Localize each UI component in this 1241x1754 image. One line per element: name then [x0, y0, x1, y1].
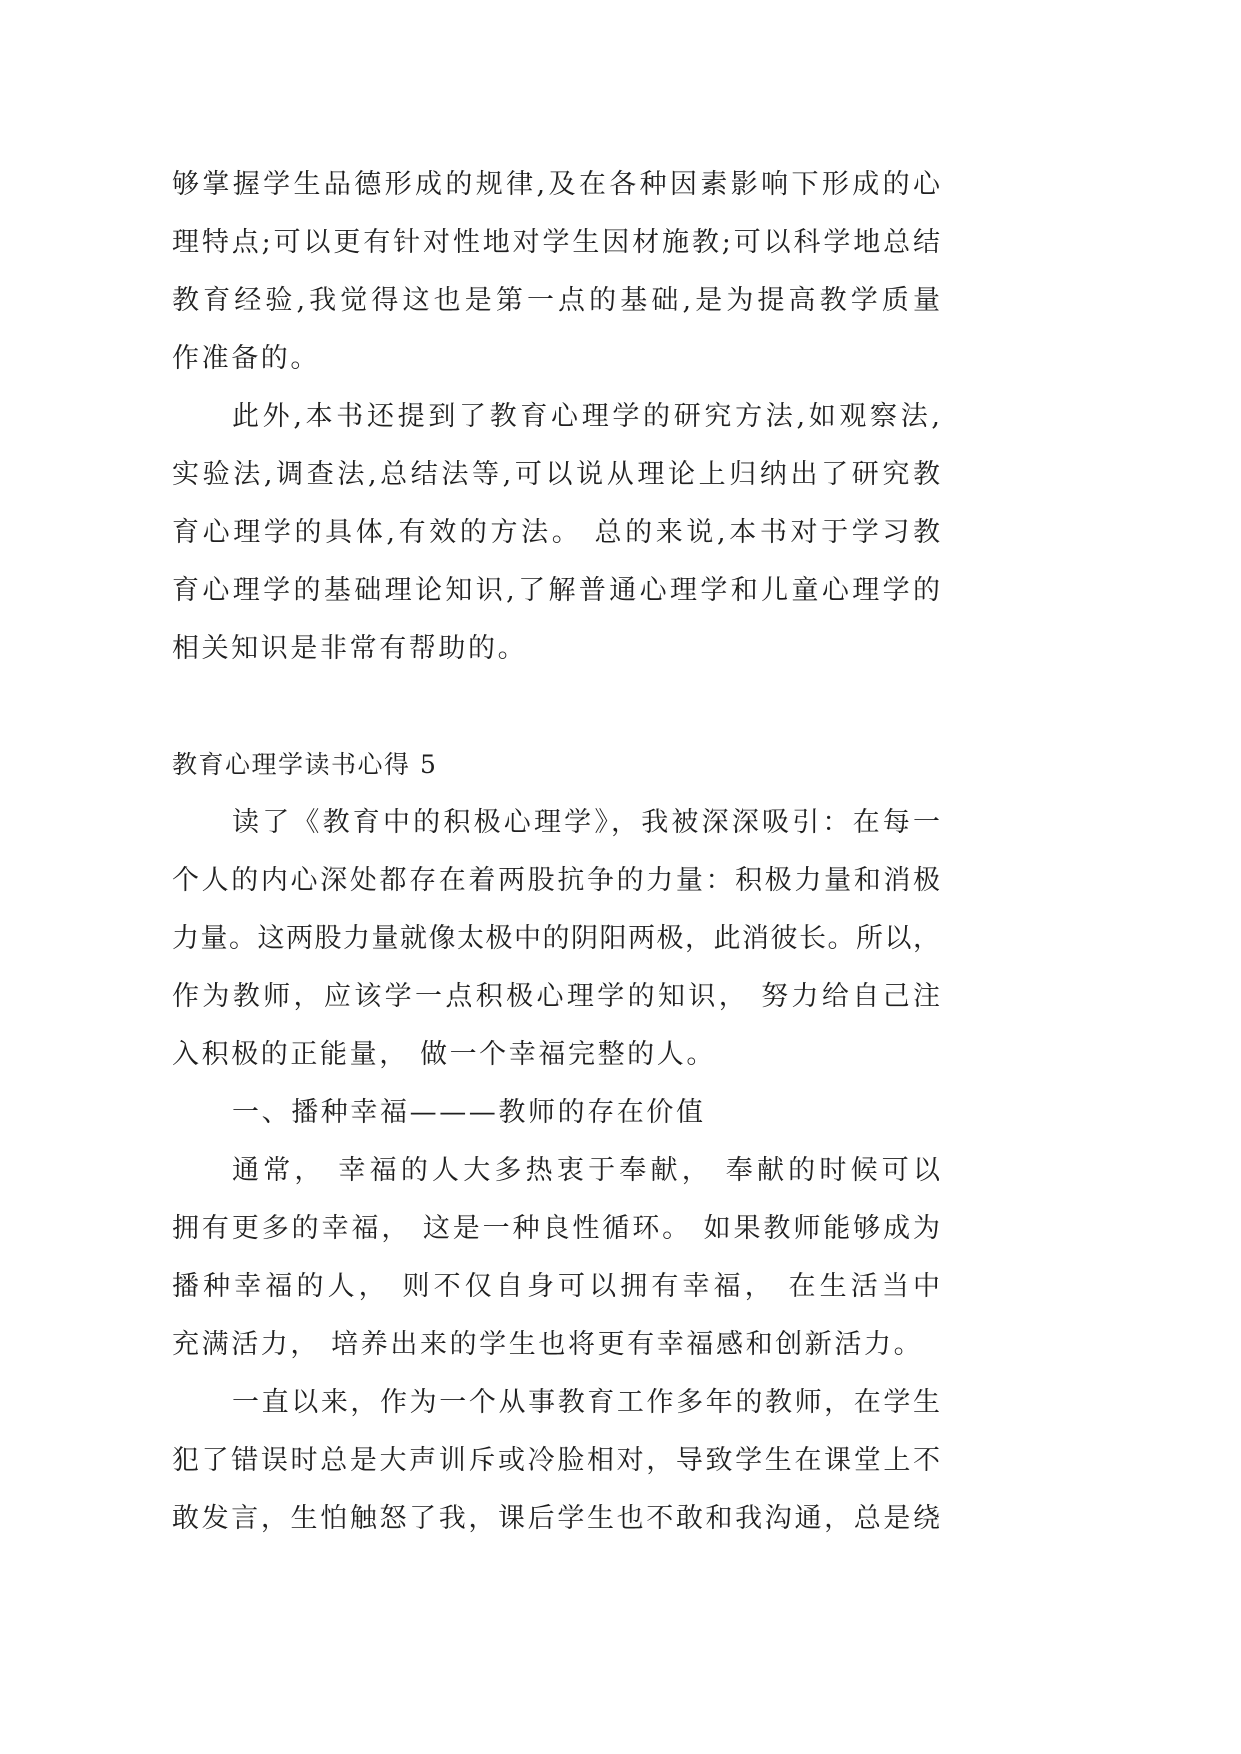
text-line: 敢发言，生怕触怒了我，课后学生也不敢和我沟通，总是绕: [172, 1503, 940, 1534]
text-line: 作为教师，应该学一点积极心理学的知识， 努力给自己注: [172, 981, 940, 1012]
blank-line: [172, 678, 940, 736]
section-heading: 教育心理学读书心得 5: [172, 750, 438, 779]
paragraph: [172, 1142, 940, 1374]
text-line: 播种幸福的人， 则不仅自身可以拥有幸福， 在生活当中: [172, 1271, 940, 1302]
text-line: 犯了错误时总是大声训斥或冷脸相对，导致学生在课堂上不: [172, 1445, 940, 1476]
text-line: 拥有更多的幸福， 这是一种良性循环。 如果教师能够成为: [172, 1213, 940, 1244]
text-line: 通常， 幸福的人大多热衷于奉献， 奉献的时候可以: [232, 1155, 940, 1186]
text-line: 充满活力， 培养出来的学生也将更有幸福感和创新活力。: [172, 1329, 924, 1360]
text-column: [172, 156, 940, 1548]
paragraph: [172, 388, 940, 678]
text-line: 个人的内心深处都存在着两股抗争的力量：积极力量和消极: [172, 865, 940, 896]
text-line: 相关知识是非常有帮助的。: [172, 633, 528, 664]
text-line: 教育经验,我觉得这也是第一点的基础,是为提高教学质量: [172, 285, 940, 316]
text-line: 实验法,调查法,总结法等,可以说从理论上归纳出了研究教: [172, 459, 940, 490]
text-line: 理特点;可以更有针对性地对学生因材施教;可以科学地总结: [172, 227, 940, 258]
text-line: 育心理学的具体,有效的方法。 总的来说,本书对于学习教: [172, 517, 940, 548]
text-line: 力量。这两股力量就像太极中的阴阳两极，此消彼长。所以，: [172, 923, 940, 954]
subheading: 一、播种幸福———教师的存在价值: [232, 1097, 706, 1128]
paragraph: [172, 156, 940, 388]
text-line: 一直以来，作为一个从事教育工作多年的教师，在学生: [232, 1387, 940, 1418]
text-line: 读了《教育中的积极心理学》，我被深深吸引：在每一: [232, 807, 940, 838]
text-line: 入积极的正能量， 做一个幸福完整的人。: [172, 1039, 716, 1070]
paragraph: [172, 794, 940, 1084]
paragraph: [172, 1374, 940, 1548]
text-line: 作准备的。: [172, 343, 320, 374]
text-line: 育心理学的基础理论知识,了解普通心理学和儿童心理学的: [172, 575, 940, 606]
text-line: 此外,本书还提到了教育心理学的研究方法,如观察法,: [232, 401, 940, 432]
text-line: 够掌握学生品德形成的规律,及在各种因素影响下形成的心: [172, 169, 940, 200]
